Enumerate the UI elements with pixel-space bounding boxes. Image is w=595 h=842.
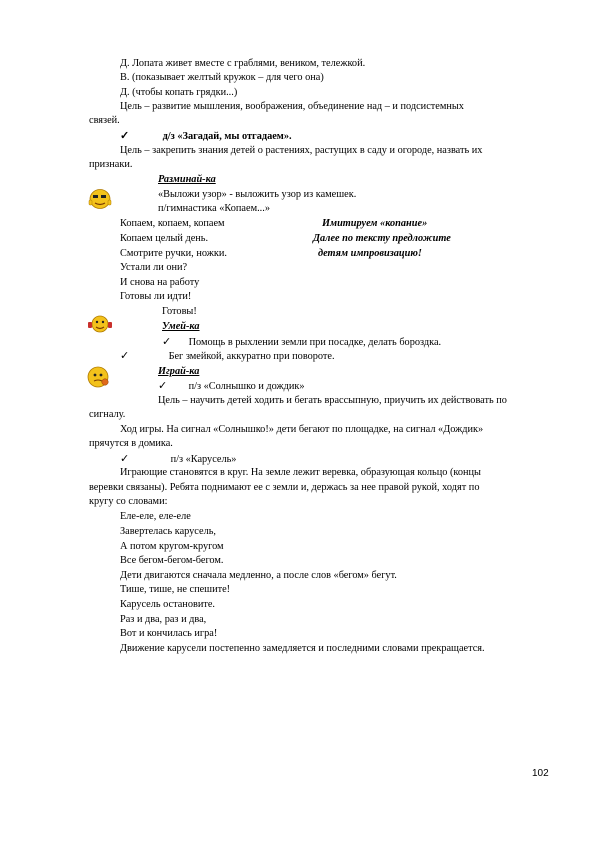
text-line: Ход игры. На сигнал «Солнышко!» дети бегают по площадке, на сигнал «Дождик» [120,424,484,435]
verse-line: Еле-еле, еле-еле [120,511,191,522]
poem-line: Копаем, копаем, копаем [120,218,225,229]
poem-line: Готовы! [162,306,197,317]
text-line: Играющие становятся в круг. На земле лежит веревка, образующая кольцо (концы [120,467,481,478]
list-item: ✓ Бег змейкой, аккуратно при повороте. [120,350,335,362]
instruction-note: Имитируем «копание» [322,218,428,229]
poem-line: Копаем целый день. [120,233,209,244]
checkmark-icon: ✓ [120,453,130,465]
text-line: В. (показывает желтый кружок – для чего она) [120,72,324,83]
verse-line: Вот и кончилась игра! [120,628,218,639]
text-line: прячутся в домика. [89,438,173,449]
smiley-face-icon [86,366,110,388]
game-item [120,453,236,466]
section-heading: Играй-ка [158,366,200,377]
text-line: признаки. [89,159,133,170]
verse-line: Тише, тише, не спешите! [120,584,231,595]
checkmark-icon: ✓ [120,130,130,142]
verse-line: Все бегом-бегом-бегом. [120,555,224,566]
text-line: Движение карусели постепенно замедляется и последними словами прекращается. [120,643,485,654]
section-heading: Разминай-ка [158,174,216,185]
poem-line: И снова на работу [120,277,200,288]
instruction-note: Далее по тексту предложите [313,233,451,244]
smiley-face-icon [88,312,112,334]
text-line: Дети двигаются сначала медленно, а после слов «бегом» бегут. [120,570,397,581]
verse-line: Карусель остановите. [120,599,215,610]
checkmark-icon: ✓ [162,336,172,348]
game-title: д/з «Загадай, мы отгадаем». [162,131,292,142]
text-line: сигналу. [89,409,126,420]
game-title: п/з «Карусель» [170,454,237,465]
verse-line: Раз и два, раз и два, [120,614,207,625]
poem-line: Устали ли они? [120,262,188,273]
checkmark-icon: ✓ [158,380,168,392]
text-line: Д. Лопата живет вместе с граблями, веником, тележкой. [120,58,366,69]
page-number: 102 [532,768,549,779]
checkmark-icon: ✓ [120,350,130,362]
text-line: связей. [89,115,120,126]
text-line: Цель – развитие мышления, воображения, объединение над – и подсистемных [120,101,464,112]
verse-line: А потом кругом-кругом [120,541,224,552]
list-item: ✓ Помощь в рыхлении земли при посадке, делать бороздка. [162,336,442,348]
text-line: Цель – закрепить знания детей о растениях, растущих в саду и огороде, назвать их [120,145,483,156]
text-line: кругу со словами: [89,496,168,507]
verse-line: Завертелась карусель, [120,526,216,537]
list-item: ✓ п/з «Солнышко и дождик» [158,380,305,392]
game-item [120,130,292,143]
text-line: «Выложи узор» - выложить узор из камешек. [158,189,357,200]
poem-line: Смотрите ручки, ножки. [120,248,227,259]
text-line: Д. (чтобы копать грядки...) [120,87,238,98]
instruction-note: детям импровизацию! [318,248,422,259]
text-line: веревки связаны). Ребята поднимают ее с земли и, держась за нее правой рукой, ходят по [89,482,480,493]
section-heading: Умей-ка [162,321,200,332]
text-line: Цель – научить детей ходить и бегать врассыпную, приучить их действовать по [158,395,507,406]
smiley-face-icon [88,188,112,210]
text-line: п/гимнастика «Копаем...» [158,203,270,214]
poem-line: Готовы ли идти! [120,291,192,302]
